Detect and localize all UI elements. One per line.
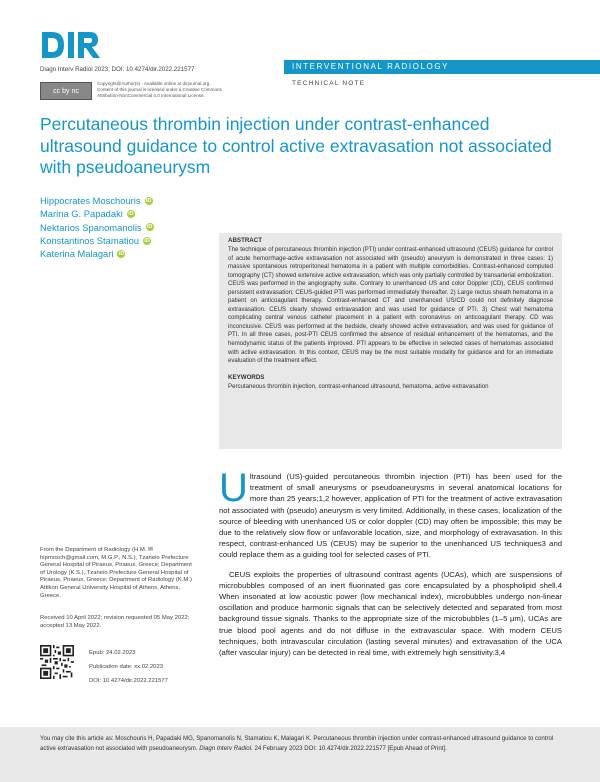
article-body: [219, 466, 562, 666]
author-name: Katerina Malagari: [40, 248, 114, 260]
license-line: Copyright@Author(s) - Available online at dirjournal.org.: [97, 81, 211, 86]
drop-cap: U: [219, 466, 248, 510]
author-item[interactable]: [40, 247, 190, 260]
license-line: Content of this journal is licensed under a Creative Commons: [97, 86, 222, 92]
author-name: Konstantinos Stamatiou: [40, 234, 140, 246]
article-type: TECHNICAL NOTE: [292, 80, 366, 87]
author-name: Marina G. Papadaki: [40, 208, 123, 220]
qr-code[interactable]: [40, 645, 74, 679]
author-list: [40, 194, 190, 260]
author-name: Nektarios Spanomanolis: [40, 221, 142, 233]
body-paragraph: CEUS exploits the properties of ultrasound contrast agents (UCAs), which are suspensions of microbubbles composed of an inert fluorinated gas core encapsulated by a phospholipid shell.4 When insonated at low acoustic power (low mechanical index), microbubbles undergo non-linear oscillation and produce harmonic signals that can be selectively detected and separated from most background tissue signals. Thanks to the appropriate size of the microbubbles (1–5 μm), UCAs are true blood pool agents and do not diffuse in the extravascular space. With modern CEUS techniques, both intravascular circulation (lasting several minutes) and extravasation of the UCA (after vascular injury) can be detected in real time, with extremely high sensitivity.3,4: [219, 569, 562, 658]
journal-logo: [40, 30, 102, 60]
orcid-icon[interactable]: iD: [128, 210, 134, 217]
keywords-heading: KEYWORDS: [228, 373, 265, 381]
citation-prefix: You may cite this article as: Moschouris H, Papadaki MG, Spanomanolis N, Stamatiou K, Malagari K. Percutaneous thrombin injection under contrast-enhanced ultrasound guidance to control active extravasation not associated with pseudoaneurysm.: [40, 735, 554, 752]
author-item[interactable]: [40, 194, 190, 207]
body-paragraph: [219, 466, 562, 561]
publication-date: Publication date: xx.02.2023: [89, 664, 164, 670]
cc-license-badge[interactable]: [40, 82, 92, 100]
keywords-text: Percutaneous thrombin injection, contrast-enhanced ultrasound, hematoma, active extravasation: [228, 382, 489, 390]
author-item[interactable]: [40, 234, 190, 247]
citation-journal: Diagn Interv Radiol.: [199, 744, 253, 752]
citation-line: Diagn Interv Radiol 2023; DOI: 10.4274/dir.2022.221577: [40, 66, 195, 73]
received-dates: Received 10 April 2022; revision requested 05 May 2022; accepted 13 May 2022.: [40, 615, 190, 629]
epub-date: Epub: 24.02.2023: [89, 650, 136, 656]
publication-meta: [89, 646, 168, 688]
paragraph-text: ltrasound (US)-guided percutaneous thrombin injection (PTI) has been used for the treatment of small aneurysms or pseudoaneurysms in several anatomical locations for more than 25 years;1,2 however, application of PTI for the treatment of active extravasation not associated with (pseudo) aneurysm is very limited. Additionally, in these cases, localization of the source of bleeding with unenhanced US or color doppler (CD) may often be impossible; this may be due to the relatively slow flow or unfavorable location, size, and morphology of extravasation. In this respect, contrast-enhanced US (CEUS) may be superior to the unenhanced US techniques3 and could replace them as a guiding tool for selected cases of PTI.: [219, 472, 562, 560]
article-title: Percutaneous thrombin injection under contrast-enhanced ultrasound guidance to control active extravasation not associated with pseudoaneurysm: [40, 114, 552, 177]
citation-box: [0, 727, 600, 782]
author-item[interactable]: [40, 221, 190, 234]
license-line: Attribution-NonCommercial 4.0 International License.: [97, 92, 205, 98]
journal-section-band: INTERVENTIONAL RADIOLOGY: [284, 60, 600, 74]
orcid-icon[interactable]: iD: [145, 197, 152, 204]
doi[interactable]: DOI: 10.4274/dir.2022.221577: [89, 678, 168, 684]
abstract-box: [219, 233, 562, 449]
abstract-heading: ABSTRACT: [228, 237, 263, 244]
cc-badge-label: cc by nc: [53, 87, 79, 95]
citation-suffix: 24 February 2023 DOI: 10.4274/dir.2022.221577 [Epub Ahead of Print].: [254, 744, 447, 752]
orcid-icon[interactable]: iD: [144, 237, 150, 244]
orcid-icon[interactable]: iD: [146, 224, 153, 231]
license-text: [97, 81, 257, 98]
author-item[interactable]: [40, 207, 190, 220]
author-name: Hippocrates Moschouris: [40, 195, 141, 206]
affiliations: From the Department of Radiology (H.M. ✉ hipmosch@gmail.com, M.G.P., N.S.), Tzaneio Prefecture General Hospital of Piraeus, Piraeus, Greece; Department of Urology (K.S.), Tzaneio Prefecture General Hospital of Piraeus, Piraeus, Greece; Department of Radiology (K.M.) Attikon General University Hospital of Athens, Athens, Greece.: [40, 547, 192, 599]
orcid-icon[interactable]: iD: [118, 250, 125, 257]
abstract-text: The technique of percutaneous thrombin injection (PTI) under contrast-enhanced ultrasound (CEUS) guidance for control of acute hemorrhage-active extravasation not associated with (pseudo) aneurysm is demonstrated in three cases: 1) massive spontaneous retroperitoneal hematoma in a patient with multiple comorbidities. Contrast-enhanced computed tomography (CT) showed extensive active extravasation, which was only partially controlled by transarterial embolization. CEUS was performed in the angiography suite. Contrary to unenhanced US and color Doppler (CD), CEUS confirmed persistent extravasation; CEUS-guided PTI was performed immediately thereafter. 2) Large rectus sheath hematoma in a patient on anticoagulant therapy. Contrast-enhanced CT and unenhanced US/CD could not definitely diagnose extravasation. CEUS clearly showed extravasation and was used for guidance of PTI. 3) Chest wall hematoma complicating central venous catheter placement in a patient with coronavirus on anticoagulant therapy. CD was inconclusive. CEUS was performed at the bedside, clearly showed active extravasation, and was used for guidance of PTI. In all three cases, post-PTI CEUS confirmed the absence of residual enhancement of the hematomas, and the hemodynamic status of the patients improved. PTI appears to be effective in selected cases of hematomas associated with active extravasation. In this context, CEUS may be the most suitable modality for guidance and for an immediate evaluation of the treatment effect.: [228, 247, 553, 365]
